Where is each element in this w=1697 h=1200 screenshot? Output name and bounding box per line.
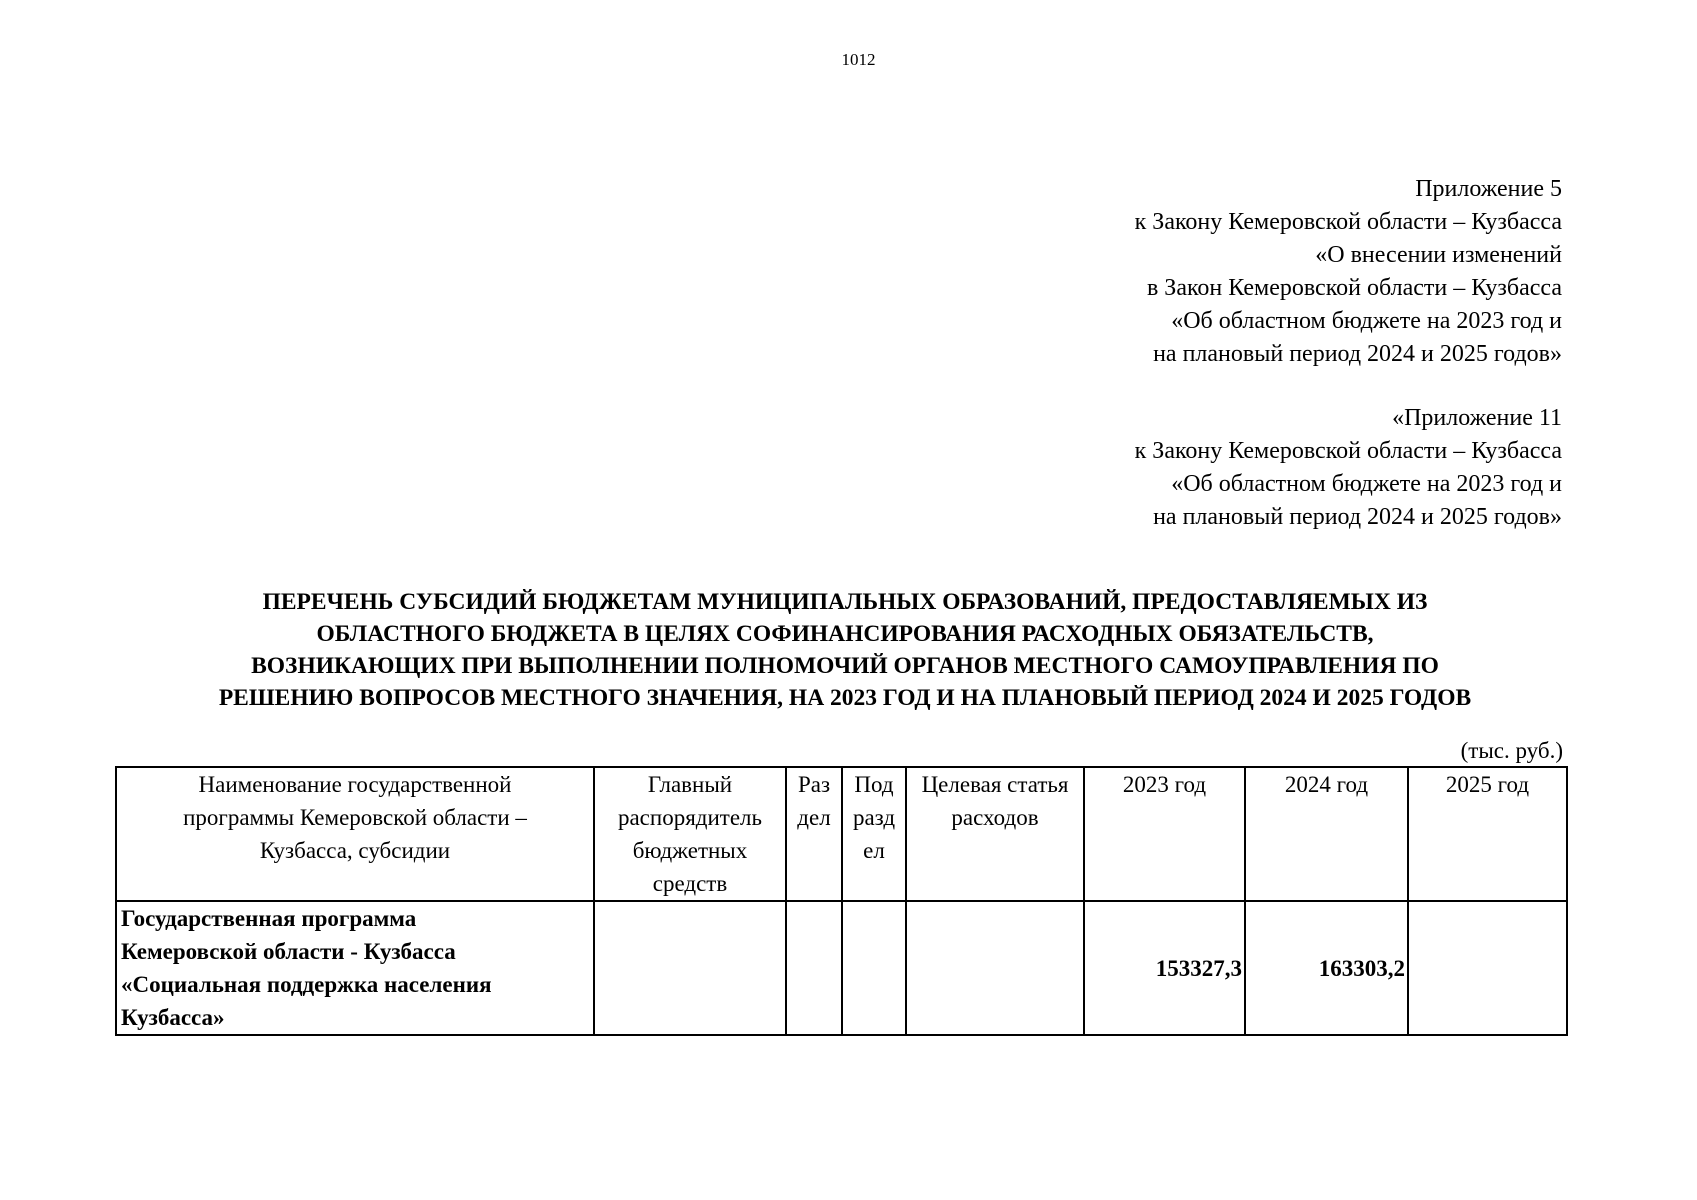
header-line: средств — [652, 871, 728, 896]
budget-manager-cell — [594, 901, 786, 1035]
attachment-5-reference — [1135, 173, 1562, 371]
attachment-5-line: «О внесении изменений — [1315, 242, 1562, 268]
header-budget-manager — [594, 767, 786, 901]
table-header-row — [116, 767, 1567, 901]
header-line: бюджетных — [632, 838, 748, 863]
header-line: Главный — [647, 772, 733, 797]
document-title-line: РЕШЕНИЮ ВОПРОСОВ МЕСТНОГО ЗНАЧЕНИЯ, НА 2023 ГОД И НА ПЛАНОВЫЙ ПЕРИОД 2024 И 2025 ГОДОВ — [218, 685, 1472, 711]
header-line: разд — [852, 805, 896, 830]
subsidies-table — [115, 766, 1568, 1036]
amount-2024-cell: 163303,2 — [1245, 901, 1408, 1035]
document-title-line: ВОЗНИКАЮЩИХ ПРИ ВЫПОЛНЕНИИ ПОЛНОМОЧИЙ ОРГАНОВ МЕСТНОГО САМОУПРАВЛЕНИЯ ПО — [251, 653, 1439, 679]
section-cell — [786, 901, 842, 1035]
attachment-5-line: в Закон Кемеровской области – Кузбасса — [1146, 275, 1562, 301]
program-name-line: Государственная программа — [121, 906, 417, 931]
attachment-5-line: «Об областном бюджете на 2023 год и — [1171, 308, 1562, 334]
header-year-2025: 2025 год — [1408, 767, 1567, 901]
attachment-5-line: к Закону Кемеровской области – Кузбасса — [1134, 209, 1562, 235]
subsection-cell — [842, 901, 906, 1035]
attachment-5-line: Приложение 5 — [1415, 176, 1562, 202]
header-section — [786, 767, 842, 901]
header-line: Раз — [797, 772, 831, 797]
table-row — [116, 901, 1567, 1035]
target-article-cell — [906, 901, 1084, 1035]
header-year-2023: 2023 год — [1084, 767, 1245, 901]
header-line: дел — [797, 805, 831, 830]
document-title — [100, 586, 1590, 714]
header-year-2024: 2024 год — [1245, 767, 1408, 901]
attachment-11-line: «Об областном бюджете на 2023 год и — [1171, 471, 1562, 497]
program-name-line: Кемеровской области - Кузбасса — [121, 939, 456, 964]
amount-2023-cell: 153327,3 — [1084, 901, 1245, 1035]
header-line: Целевая статья — [921, 772, 1069, 797]
program-name-line: «Социальная поддержка населения — [121, 972, 492, 997]
attachment-11-line: к Закону Кемеровской области – Кузбасса — [1134, 438, 1562, 464]
attachment-5-line: на плановый период 2024 и 2025 годов» — [1153, 341, 1562, 367]
header-line: программы Кемеровской области – — [183, 805, 527, 830]
attachment-11-line: на плановый период 2024 и 2025 годов» — [1153, 504, 1562, 530]
header-target-article — [906, 767, 1084, 901]
program-name-cell — [116, 901, 594, 1035]
attachment-11-reference — [1135, 402, 1562, 534]
header-line: распорядитель — [617, 805, 763, 830]
program-name-line: Кузбасса» — [121, 1005, 225, 1030]
document-title-line: ПЕРЕЧЕНЬ СУБСИДИЙ БЮДЖЕТАМ МУНИЦИПАЛЬНЫХ ОБРАЗОВАНИЙ, ПРЕДОСТАВЛЯЕМЫХ ИЗ — [262, 589, 1428, 615]
header-program-name — [116, 767, 594, 901]
header-line: Кузбасса, субсидии — [259, 838, 451, 863]
units-label: (тыс. руб.) — [1460, 738, 1563, 763]
amount-2025-cell — [1408, 901, 1567, 1035]
header-subsection — [842, 767, 906, 901]
attachment-11-line: «Приложение 11 — [1392, 405, 1562, 431]
header-line: ел — [863, 838, 885, 863]
page-number: 1012 — [841, 50, 876, 69]
document-title-line: ОБЛАСТНОГО БЮДЖЕТА В ЦЕЛЯХ СОФИНАНСИРОВАНИЯ РАСХОДНЫХ ОБЯЗАТЕЛЬСТВ, — [316, 621, 1374, 647]
header-line: Наименование государственной — [198, 772, 512, 797]
header-line: Под — [854, 772, 894, 797]
header-line: расходов — [951, 805, 1039, 830]
